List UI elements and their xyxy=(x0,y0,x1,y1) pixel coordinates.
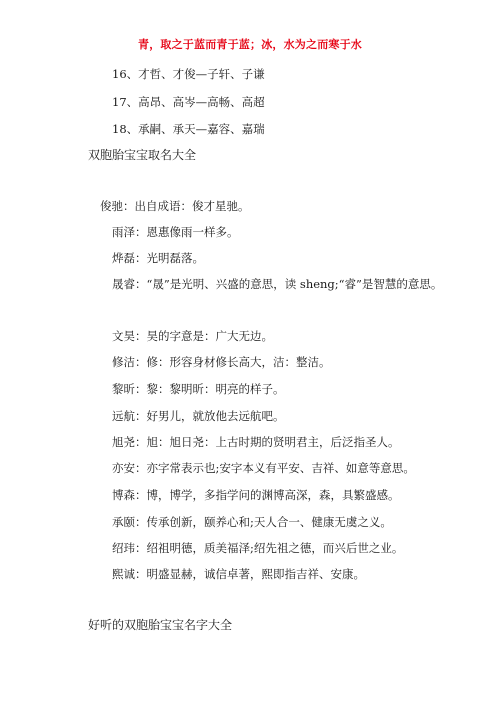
name-entry: 博森：博，博学，多指学问的渊博高深，森，具繁盛感。 xyxy=(112,488,400,502)
page-header-quote: 青，取之于蓝而青于蓝；冰，水为之而寒于水 xyxy=(138,38,362,51)
name-entry: 修洁：修：形容身材修长高大，洁：整洁。 xyxy=(112,355,331,369)
name-entry: 熙诚：明盛显赫，诚信卓著，熙即指吉祥、安康。 xyxy=(112,567,365,581)
name-entry: 黎昕：黎：黎明昕：明亮的样子。 xyxy=(112,382,285,396)
name-entry: 烨磊：光明磊落。 xyxy=(112,251,204,265)
name-entry: 远航：好男儿，就放他去远航吧。 xyxy=(112,409,285,423)
list-item: 16、才哲、才俊—子轩、子谦 xyxy=(112,67,265,81)
name-entry: 雨泽：恩惠像雨一样多。 xyxy=(112,225,239,239)
section-heading: 好听的双胞胎宝宝名字大全 xyxy=(88,618,233,632)
name-entry: 晟睿：“晟”是光明、兴盛的意思，读 sheng;“睿”是智慧的意思。 xyxy=(112,277,443,291)
name-entry: 俊驰：出自成语：俊才星驰。 xyxy=(100,199,250,213)
name-entry: 文昊：昊的字意是：广大无边。 xyxy=(112,329,273,343)
name-entry: 旭尧：旭：旭日尧：上古时期的贤明君主，后泛指圣人。 xyxy=(112,435,400,449)
name-entry: 亦安：亦字常表示也;安字本义有平安、吉祥、如意等意思。 xyxy=(112,461,415,475)
list-item: 17、高昂、高岑—高畅、高超 xyxy=(112,95,265,109)
name-entry: 绍玮：绍祖明德，质美福泽;绍先祖之德，而兴后世之业。 xyxy=(112,541,404,555)
list-item: 18、承嗣、承天—嘉容、嘉瑞 xyxy=(112,122,265,136)
section-heading: 双胞胎宝宝取名大全 xyxy=(88,148,197,162)
name-entry: 承颐：传承创新，颐养心和;天人合一、健康无虞之义。 xyxy=(112,515,392,529)
